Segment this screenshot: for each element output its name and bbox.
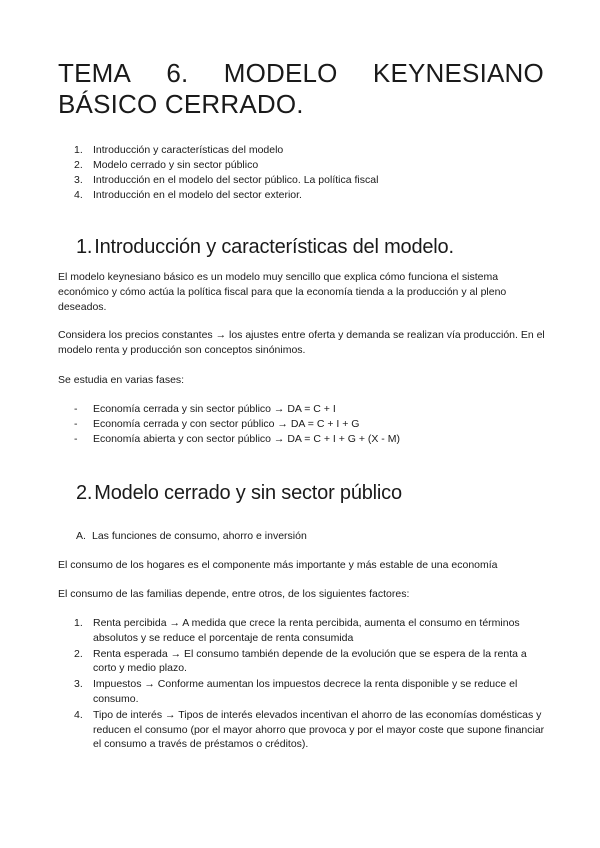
phases-list <box>74 402 400 447</box>
list-item <box>74 616 546 645</box>
list-item <box>74 708 546 752</box>
toc-text: Introducción en el modelo del sector público. La política fiscal <box>93 174 379 186</box>
title-word: MODELO <box>223 58 338 88</box>
section-1-paragraph-1: El modelo keynesiano básico es un modelo muy sencillo que explica cómo funciona el sistema económico y cómo actúa la política fiscal para que la economía tienda a la producción y al pleno deseados. <box>58 271 507 313</box>
list-item-text: Tipo de interés → Tipos de interés elevados incentivan el ahorro de las economías domésticas y reducen el consumo (por el mayor ahorro que provoca y por el mayor coste que supone financiar el consumo a través de préstamos o créditos). <box>93 709 545 751</box>
list-number: 3. <box>74 678 83 691</box>
title-word: 6. <box>166 58 189 88</box>
page-title <box>58 58 544 120</box>
list-item-text: Economía cerrada y sin sector público → DA = C + I <box>93 403 336 415</box>
subsection-title: Las funciones de consumo, ahorro e inversión <box>92 530 307 542</box>
toc-item <box>74 143 378 158</box>
toc-number: 3. <box>74 174 83 186</box>
list-item <box>74 677 546 706</box>
list-number: 1. <box>74 617 83 629</box>
list-item-text: Impuestos → Conforme aumentan los impuestos decrece la renta disponible y se reduce el consumo. <box>93 678 518 705</box>
list-item <box>74 647 546 676</box>
section-2-paragraph-2: El consumo de las familias depende, entre otros, de los siguientes factores: <box>58 588 410 600</box>
toc-number: 1. <box>74 144 83 156</box>
title-word: TEMA <box>58 58 132 88</box>
section-2-paragraph-1: El consumo de los hogares es el componente más importante y más estable de una economía <box>58 559 498 571</box>
list-item <box>74 432 400 447</box>
toc-text: Introducción en el modelo del sector exterior. <box>93 189 302 201</box>
toc-item <box>74 173 378 188</box>
toc-number: 2. <box>74 159 83 171</box>
section-number: 1. <box>76 236 93 258</box>
subsection-heading <box>76 529 307 544</box>
toc-text: Modelo cerrado y sin sector público <box>93 159 259 171</box>
section-2-heading <box>76 481 402 505</box>
toc-item <box>74 188 378 203</box>
dash-marker: - <box>74 418 78 430</box>
section-title: Modelo cerrado y sin sector público <box>94 482 402 504</box>
list-item <box>74 402 400 417</box>
table-of-contents <box>74 143 378 203</box>
list-item-text: Renta percibida → A medida que crece la renta percibida, aumenta el consumo en términos absolutos y se reduce el porcentaje de renta consumida <box>93 617 520 644</box>
section-1-heading <box>76 235 454 259</box>
title-word: KEYNESIANO <box>372 58 544 88</box>
section-title: Introducción y características del modelo. <box>94 236 454 258</box>
section-1-paragraph-3: Se estudia en varias fases: <box>58 374 185 386</box>
toc-text: Introducción y características del modelo <box>93 144 284 156</box>
section-1-paragraph-2: Considera los precios constantes → los ajustes entre oferta y demanda se realizan vía producción. En el modelo renta y producción son conceptos sinónimos. <box>58 329 545 356</box>
toc-item <box>74 158 378 173</box>
factors-list <box>74 616 546 753</box>
list-item-text: Renta esperada → El consumo también depende de la evolución que se espera de la renta a corto y medio plazo. <box>93 647 527 675</box>
list-number: 2. <box>74 647 83 660</box>
list-item-text: Economía cerrada y con sector público → DA = C + I + G <box>93 418 360 430</box>
toc-number: 4. <box>74 189 83 201</box>
section-number: 2. <box>76 482 93 504</box>
subsection-number: A. <box>76 530 86 542</box>
list-item-text: Economía abierta y con sector público → DA = C + I + G + (X - M) <box>93 433 400 445</box>
list-item <box>74 417 400 432</box>
title-line-1 <box>58 58 544 89</box>
dash-marker: - <box>74 403 78 415</box>
list-number: 4. <box>74 709 83 722</box>
title-line-2: BÁSICO CERRADO. <box>58 89 304 119</box>
dash-marker: - <box>74 433 78 445</box>
